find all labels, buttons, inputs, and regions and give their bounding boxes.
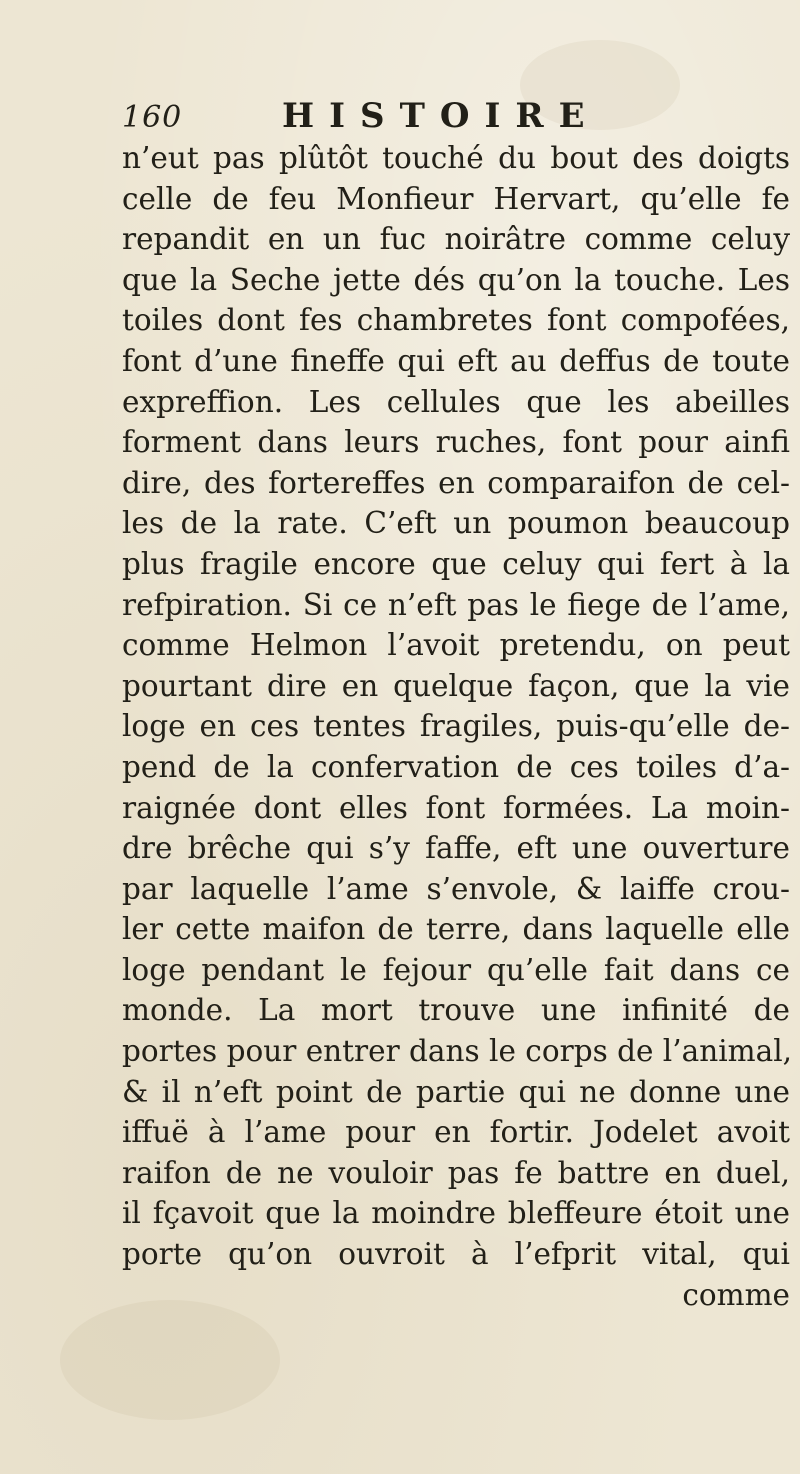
text-line: loge en ces tentes fragiles, puis-qu’elle de-: [122, 709, 790, 744]
text-line: & il n’eft point de partie qui ne donne une: [122, 1074, 790, 1109]
text-line: n’eut pas plûtôt touché du bout des doigts: [122, 141, 790, 175]
text-line: portes pour entrer dans le corps de l’animal,: [122, 1034, 793, 1069]
text-line: loge pendant le fejour qu’elle fait dans ce: [122, 952, 790, 987]
text-line: raifon de ne vouloir pas fe battre en duel,: [122, 1155, 790, 1190]
text-line: repandit en un fuc noirâtre comme celuy: [122, 222, 790, 257]
page-header: [122, 96, 682, 140]
text-line: raignée dont elles font formées. La moin-: [122, 790, 790, 825]
text-line: forment dans leurs ruches, font pour ainfi: [122, 425, 790, 460]
text-line: pourtant dire en quelque façon, que la vie: [122, 668, 790, 703]
catchword: comme: [682, 1277, 790, 1312]
text-line: iffuë à l’ame pour en fortir. Jodelet avoit: [122, 1115, 790, 1150]
text-line: par laquelle l’ame s’envole, & laiffe crou-: [122, 871, 790, 906]
text-line: porte qu’on ouvroit à l’efprit vital, qui: [122, 1237, 790, 1272]
text-line: toiles dont fes chambretes font compofées,: [122, 303, 790, 338]
body-text: [122, 138, 798, 1315]
text-line: pend de la confervation de ces toiles d’a-: [122, 749, 790, 784]
text-line: refpiration. Si ce n’eft pas le fiege de l’ame,: [122, 587, 790, 622]
text-line: plus fragile encore que celuy qui fert à la: [122, 546, 790, 581]
text-line: que la Seche jette dés qu’on la touche. Les: [122, 262, 790, 297]
text-line: les de la rate. C’eft un poumon beaucoup: [122, 506, 790, 541]
text-line: font d’une fineffe qui eft au deffus de toute: [122, 343, 790, 378]
text-line: dre brêche qui s’y faffe, eft une ouverture: [122, 831, 790, 866]
text-line: comme Helmon l’avoit pretendu, on peut: [122, 628, 790, 663]
running-title: HISTOIRE: [282, 96, 600, 136]
text-line: ler cette maifon de terre, dans laquelle elle: [122, 912, 790, 947]
text-line: expreffion. Les cellules que les abeilles: [122, 384, 790, 419]
paper-stain: [60, 1300, 280, 1420]
text-line: il fçavoit que la moindre bleffeure étoit une: [122, 1196, 790, 1231]
text-line: celle de feu Monfieur Hervart, qu’elle fe: [122, 181, 790, 216]
text-line: monde. La mort trouve une infinité de: [122, 993, 790, 1028]
page-number: 160: [122, 100, 183, 135]
text-line: dire, des fortereffes en comparaifon de cel-: [122, 465, 790, 500]
